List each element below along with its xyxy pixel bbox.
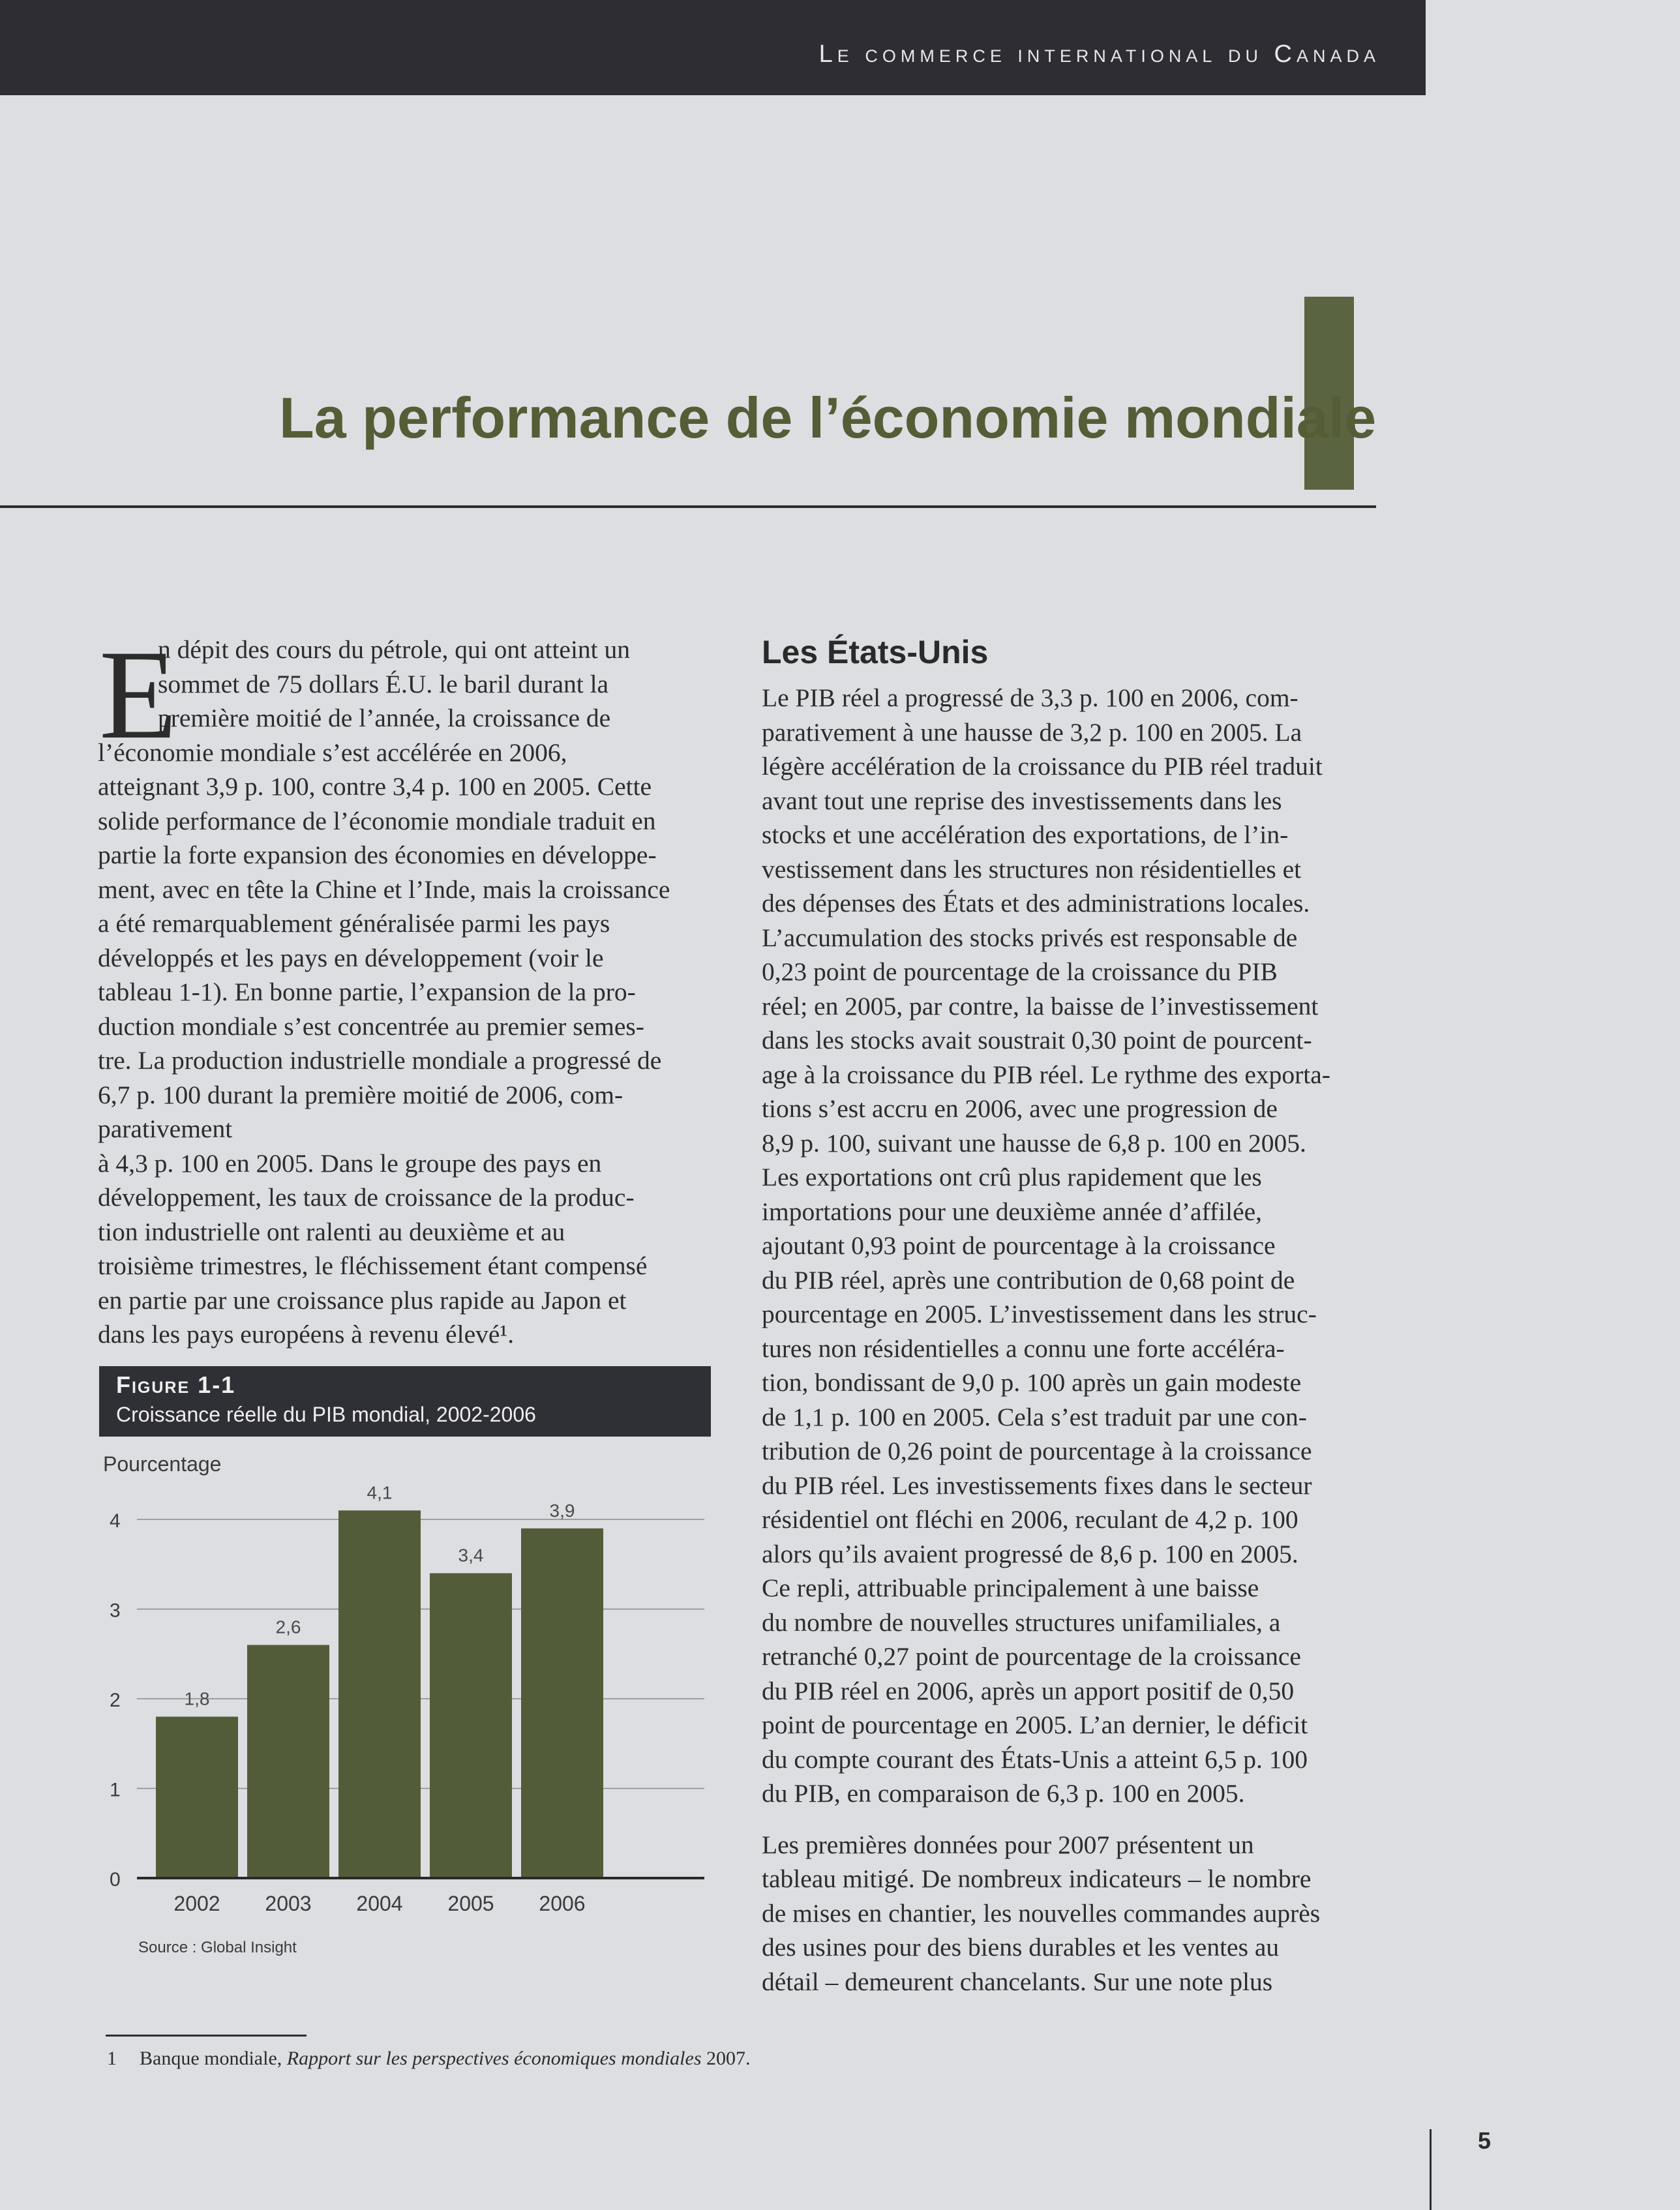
footnote-rule bbox=[106, 2035, 307, 2037]
text-line: vestissement dans les structures non résidentielles et bbox=[762, 854, 1302, 884]
right-column-text bbox=[762, 633, 1377, 1999]
text-line: importations pour une deuxième année d’affilée, bbox=[762, 1197, 1263, 1226]
bar-2002 bbox=[156, 1717, 238, 1879]
data-label: 1,8 bbox=[184, 1688, 210, 1709]
text-line: du compte courant des États-Unis a atteint 6,5 p. 100 bbox=[762, 1744, 1308, 1774]
footnote-text: Banque mondiale, bbox=[140, 2048, 287, 2069]
text-line: 6,7 p. 100 durant la première moitié de 2006, com- bbox=[98, 1080, 623, 1109]
y-axis-label: Pourcentage bbox=[103, 1452, 222, 1476]
paragraph-1 bbox=[762, 681, 1377, 1811]
footnote-number: 1 bbox=[107, 2048, 117, 2069]
text-line: sommet de 75 dollars É.U. le baril durant la bbox=[158, 669, 609, 698]
text-line: tion industrielle ont ralenti au deuxième et au bbox=[98, 1217, 565, 1246]
page-number: 5 bbox=[1478, 2127, 1492, 2154]
text-line: n dépit des cours du pétrole, qui ont atteint un bbox=[158, 635, 631, 664]
drop-cap: E bbox=[99, 624, 177, 766]
text-line: duction mondiale s’est concentrée au premier semes- bbox=[98, 1011, 644, 1041]
text-line: développés et les pays en développement (voir le bbox=[98, 943, 604, 972]
text-line: résidentiel ont fléchi en 2006, reculant de 4,2 p. 100 bbox=[762, 1505, 1298, 1534]
text-line: troisième trimestres, le fléchissement étant compensé bbox=[98, 1251, 648, 1280]
text-line: ment, avec en tête la Chine et l’Inde, mais la croissance bbox=[98, 874, 670, 904]
page-number-rule bbox=[1430, 2129, 1432, 2210]
text-line: Le PIB réel a progressé de 3,3 p. 100 en 2006, com- bbox=[762, 683, 1298, 712]
figure-label: Figure 1-1 bbox=[116, 1371, 236, 1398]
footnote bbox=[107, 2048, 751, 2070]
footnote-title: Rapport sur les perspectives économiques mondiales bbox=[286, 2048, 702, 2069]
x-tick-label: 2006 bbox=[539, 1892, 586, 1915]
text-line: Les exportations ont crû plus rapidement que les bbox=[762, 1163, 1262, 1191]
text-line: première moitié de l’année, la croissance de bbox=[158, 704, 611, 732]
data-label: 4,1 bbox=[367, 1482, 393, 1503]
text-line: réel; en 2005, par contre, la baisse de l’investissement bbox=[762, 991, 1319, 1021]
x-tick-label: 2005 bbox=[447, 1892, 494, 1915]
text-line: développement, les taux de croissance de la produc- bbox=[98, 1183, 635, 1212]
text-line: Ce repli, attribuable principalement à une baisse bbox=[762, 1574, 1259, 1602]
chapter-title: La performance de l’économie mondiale bbox=[279, 385, 1377, 450]
text-line: stocks et une accélération des exportations, de l’in- bbox=[762, 820, 1289, 849]
y-tick-label: 4 bbox=[110, 1510, 121, 1532]
text-line: Les premières données pour 2007 présentent un bbox=[762, 1830, 1254, 1859]
text-line: du PIB, en comparaison de 6,3 p. 100 en 2005. bbox=[762, 1779, 1245, 1808]
header-bar bbox=[0, 0, 1426, 95]
text-line: pourcentage en 2005. L’investissement dans les struc- bbox=[762, 1300, 1317, 1328]
y-tick-label: 2 bbox=[110, 1690, 121, 1711]
text-line: tions s’est accru en 2006, avec une progression de bbox=[762, 1094, 1278, 1123]
text-line: légère accélération de la croissance du PIB réel traduit bbox=[762, 752, 1323, 781]
text-line: partie la forte expansion des économies en développe- bbox=[98, 841, 657, 869]
text-line: de mises en chantier, les nouvelles commandes auprès bbox=[762, 1898, 1321, 1928]
figure-caption: Croissance réelle du PIB mondial, 2002-2006 bbox=[116, 1403, 536, 1426]
bar-2006 bbox=[521, 1529, 603, 1878]
footnote-year: 2007. bbox=[701, 2048, 751, 2069]
text-line: dans les stocks avait soustrait 0,30 point de pourcent- bbox=[762, 1026, 1312, 1054]
text-line: détail – demeurent chancelants. Sur une note plus bbox=[762, 1967, 1273, 1996]
text-line: en partie par une croissance plus rapide au Japon et bbox=[98, 1285, 627, 1315]
text-line: dans les pays européens à revenu élevé¹. bbox=[98, 1320, 515, 1349]
running-title: Le commerce international du Canada bbox=[818, 40, 1380, 68]
text-line: du PIB réel, après une contribution de 0,68 point de bbox=[762, 1265, 1295, 1294]
x-tick-label: 2003 bbox=[265, 1892, 312, 1915]
text-line: tion, bondissant de 9,0 p. 100 après un gain modeste bbox=[762, 1368, 1302, 1397]
text-line: tures non résidentielles a connu une forte accéléra- bbox=[762, 1334, 1285, 1363]
text-line: du nombre de nouvelles structures unifamiliales, a bbox=[762, 1607, 1281, 1637]
y-tick-label: 3 bbox=[110, 1600, 121, 1622]
text-line: 0,23 point de pourcentage de la croissance du PIB bbox=[762, 957, 1278, 986]
text-line: tableau 1-1). En bonne partie, l’expansion de la pro- bbox=[98, 978, 636, 1006]
x-tick-label: 2002 bbox=[173, 1892, 220, 1915]
text-line: des dépenses des États et des administrations locales. bbox=[762, 889, 1310, 918]
section-title: Les États-Unis bbox=[762, 634, 989, 670]
text-line: ajoutant 0,93 point de pourcentage à la croissance bbox=[762, 1231, 1276, 1260]
text-line: point de pourcentage en 2005. L’an dernier, le déficit bbox=[762, 1710, 1308, 1739]
title-rule bbox=[0, 505, 1376, 508]
chart-source: Source : Global Insight bbox=[138, 1939, 297, 1956]
left-column-text bbox=[98, 624, 712, 1352]
text-line: age à la croissance du PIB réel. Le rythme des exporta- bbox=[762, 1060, 1330, 1089]
text-line: tre. La production industrielle mondiale a progressé de bbox=[98, 1046, 662, 1075]
text-line: du PIB réel en 2006, après un apport positif de 0,50 bbox=[762, 1676, 1295, 1705]
text-line: tableau mitigé. De nombreux indicateurs – le nombre bbox=[762, 1864, 1312, 1893]
x-tick-label: 2004 bbox=[356, 1892, 403, 1915]
text-line: à 4,3 p. 100 en 2005. Dans le groupe des pays en bbox=[98, 1148, 602, 1178]
text-line: retranché 0,27 point de pourcentage de la croissance bbox=[762, 1642, 1301, 1671]
paragraph-2 bbox=[762, 1828, 1377, 1999]
data-label: 3,4 bbox=[458, 1545, 484, 1566]
text-line: parativement à une hausse de 3,2 p. 100 en 2005. La bbox=[762, 717, 1302, 747]
text-line: de 1,1 p. 100 en 2005. Cela s’est traduit par une con- bbox=[762, 1402, 1307, 1431]
text-line: du PIB réel. Les investissements fixes dans le secteur bbox=[762, 1471, 1312, 1500]
chart-svg bbox=[98, 1448, 711, 1963]
text-line: a été remarquablement généralisée parmi les pays bbox=[98, 909, 610, 938]
data-label: 2,6 bbox=[275, 1617, 301, 1637]
bar-2005 bbox=[430, 1574, 512, 1879]
y-tick-label: 1 bbox=[110, 1779, 121, 1801]
text-line: parativement bbox=[98, 1114, 233, 1143]
data-label: 3,9 bbox=[549, 1500, 575, 1521]
text-line: solide performance de l’économie mondiale traduit en bbox=[98, 806, 656, 835]
text-line: L’accumulation des stocks privés est responsable de bbox=[762, 923, 1298, 952]
gdp-growth-chart bbox=[98, 1448, 711, 1963]
text-line: des usines pour des biens durables et les ventes au bbox=[762, 1933, 1280, 1962]
y-tick-label: 0 bbox=[110, 1869, 121, 1890]
bar-2004 bbox=[338, 1510, 421, 1878]
bar-2003 bbox=[247, 1645, 329, 1879]
text-line: l’économie mondiale s’est accélérée en 2006, bbox=[98, 738, 567, 767]
text-line: alors qu’ils avaient progressé de 8,6 p. 100 en 2005. bbox=[762, 1539, 1298, 1568]
text-line: tribution de 0,26 point de pourcentage à la croissance bbox=[762, 1437, 1312, 1465]
text-line: avant tout une reprise des investissements dans les bbox=[762, 786, 1282, 815]
text-line: atteignant 3,9 p. 100, contre 3,4 p. 100 en 2005. Cette bbox=[98, 772, 652, 801]
text-line: 8,9 p. 100, suivant une hausse de 6,8 p. 100 en 2005. bbox=[762, 1128, 1306, 1157]
figure-header bbox=[99, 1366, 711, 1437]
